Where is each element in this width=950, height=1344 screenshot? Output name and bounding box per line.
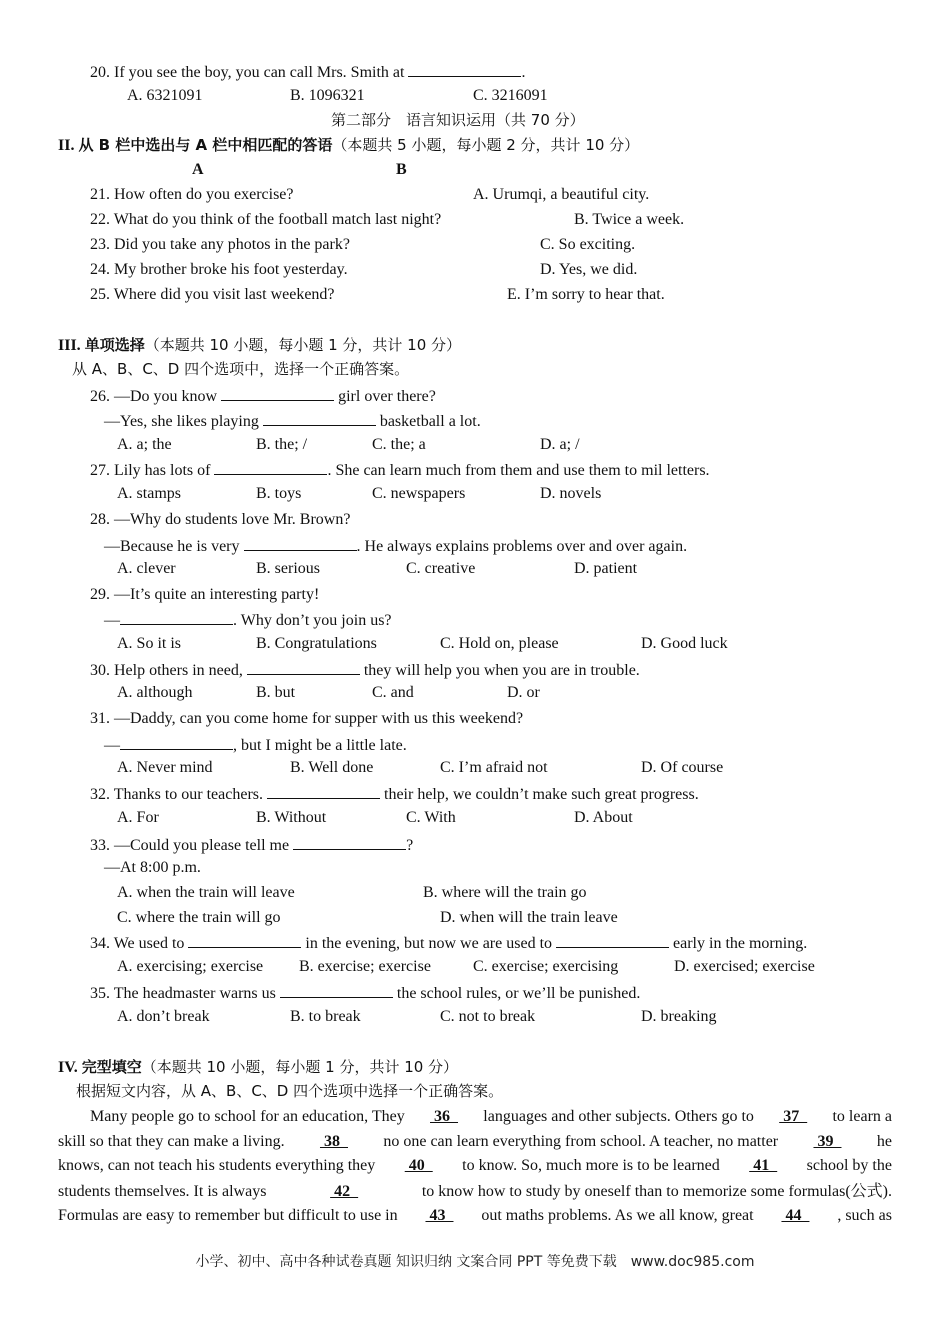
q27-option-d: D. novels: [540, 485, 602, 502]
q27-option-a: A. stamps: [117, 485, 181, 502]
q29-option-b: B. Congratulations: [256, 635, 377, 652]
q31-option-b: B. Well done: [290, 759, 374, 776]
cloze-blank[interactable]: 41: [749, 1157, 778, 1174]
q30-option-a: A. although: [117, 684, 193, 701]
q32-line1: 32. Thanks to our teachers. their help, we couldn’t make such great progress.: [90, 783, 699, 805]
q30-option-d: D. or: [507, 684, 540, 701]
q34-option-c: C. exercise; exercising: [473, 958, 619, 975]
answer-blank[interactable]: [214, 459, 327, 475]
answer-blank[interactable]: [293, 834, 406, 850]
passage-line: knows, can not teach his students everything they 40 to know. So, much more is to be learned 41 school by the: [58, 1157, 892, 1174]
q35-option-d: D. breaking: [641, 1008, 717, 1025]
passage-line: skill so that they can make a living. 38 no one can learn everything from school. A teacher, no matter 39 he: [58, 1133, 892, 1150]
cloze-blank[interactable]: 39: [813, 1133, 842, 1150]
q29-option-d: D. Good luck: [641, 635, 728, 652]
passage-line: Many people go to school for an education, They 36 languages and other subjects. Others go to 37 to learn a: [90, 1108, 892, 1125]
q20-option-c: C. 3216091: [473, 87, 548, 104]
q29-line1: 29. —It’s quite an interesting party!: [90, 586, 320, 603]
page-footer: 小学、初中、高中各种试卷真题 知识归纳 文案合同 PPT 等免费下载 www.doc985.com: [195, 1254, 755, 1270]
match-question: 25. Where did you visit last weekend?: [90, 286, 335, 303]
q33-line1: 33. —Could you please tell me ?: [90, 834, 413, 856]
q29-line2: — . Why don’t you join us?: [104, 609, 392, 631]
q30-option-b: B. but: [256, 684, 296, 701]
q30-option-c: C. and: [372, 684, 414, 701]
q33-option-b: B. where will the train go: [423, 884, 587, 901]
cloze-blank[interactable]: 36: [430, 1108, 459, 1125]
q29-option-a: A. So it is: [117, 635, 182, 652]
match-answer: D. Yes, we did.: [540, 261, 638, 278]
q35-option-b: B. to break: [290, 1008, 361, 1025]
q30-line1: 30. Help others in need, they will help you when you are in trouble.: [90, 659, 640, 681]
q26-option-d: D. a; /: [540, 436, 580, 453]
match-answer: C. So exciting.: [540, 236, 636, 253]
q33-option-d: D. when will the train leave: [440, 909, 618, 926]
q33-option-c: C. where the train will go: [117, 909, 281, 926]
match-question: 24. My brother broke his foot yesterday.: [90, 261, 348, 278]
q20-option-b: B. 1096321: [290, 87, 365, 104]
q27-option-c: C. newspapers: [372, 485, 466, 502]
section4-heading: IV. 完型填空（本题共 10 小题，每小题 1 分，共计 10 分）: [58, 1058, 459, 1076]
q34-line1: 34. We used to in the evening, but now we are used to early in the morning.: [90, 932, 807, 954]
q28-option-b: B. serious: [256, 560, 320, 577]
q32-option-b: B. Without: [256, 809, 327, 826]
answer-blank[interactable]: [221, 385, 334, 401]
section2-heading: II. 从 B 栏中选出与 A 栏中相匹配的答语（本题共 5 小题，每小题 2 分，共计 10 分）: [58, 136, 640, 154]
q27-line1: 27. Lily has lots of . She can learn much from them and use them to mil letters.: [90, 459, 710, 481]
q32-option-d: D. About: [574, 809, 633, 826]
q28-option-a: A. clever: [117, 560, 176, 577]
match-answer: E. I’m sorry to hear that.: [507, 286, 665, 303]
q28-line2: —Because he is very . He always explains problems over and over again.: [104, 535, 687, 557]
q26-option-c: C. the; a: [372, 436, 426, 453]
q27-option-b: B. toys: [256, 485, 302, 502]
passage-line: Formulas are easy to remember but difficult to use in 43 out maths problems. As we all know, great 44 , such as: [58, 1207, 892, 1224]
column-b-label: B: [396, 161, 407, 178]
q35-line1: 35. The headmaster warns us the school rules, or we’ll be punished.: [90, 982, 640, 1004]
section4-instructions: 根据短文内容，从 A、B、C、D 四个选项中选择一个正确答案。: [76, 1082, 504, 1100]
answer-blank[interactable]: [263, 410, 376, 426]
answer-blank[interactable]: [556, 932, 669, 948]
answer-blank[interactable]: [120, 734, 233, 750]
q33-option-a: A. when the train will leave: [117, 884, 295, 901]
q20-option-a: A. 6321091: [127, 87, 203, 104]
passage-line: students themselves. It is always 42 to know how to study by oneself than to memorize some formulas(公式).: [58, 1183, 892, 1200]
answer-blank[interactable]: [408, 61, 521, 77]
cloze-blank[interactable]: 43: [425, 1207, 454, 1224]
match-question: 22. What do you think of the football match last night?: [90, 211, 442, 228]
cloze-blank[interactable]: 40: [404, 1157, 433, 1174]
q31-line1: 31. —Daddy, can you come home for supper with us this weekend?: [90, 710, 524, 727]
match-answer: A. Urumqi, a beautiful city.: [473, 186, 650, 203]
answer-blank[interactable]: [280, 982, 393, 998]
q26-option-b: B. the; /: [256, 436, 308, 453]
part2-title: 第二部分 语言知识运用（共 70 分）: [331, 111, 585, 129]
section3-heading: III. 单项选择（本题共 10 小题，每小题 1 分，共计 10 分）: [58, 336, 462, 354]
answer-blank[interactable]: [244, 535, 357, 551]
q26-line2: —Yes, she likes playing basketball a lot.: [104, 410, 481, 432]
match-answer: B. Twice a week.: [574, 211, 685, 228]
q31-line2: — , but I might be a little late.: [104, 734, 407, 756]
q31-option-c: C. I’m afraid not: [440, 759, 548, 776]
match-question: 21. How often do you exercise?: [90, 186, 294, 203]
q28-option-d: D. patient: [574, 560, 638, 577]
q28-option-c: C. creative: [406, 560, 476, 577]
q34-option-a: A. exercising; exercise: [117, 958, 264, 975]
q20-stem: 20. If you see the boy, you can call Mrs. Smith at .: [90, 61, 525, 83]
section3-instructions: 从 A、B、C、D 四个选项中，选择一个正确答案。: [72, 360, 410, 378]
q31-option-d: D. Of course: [641, 759, 724, 776]
q35-option-a: A. don’t break: [117, 1008, 210, 1025]
cloze-blank[interactable]: 38: [319, 1133, 348, 1150]
q33-line2: —At 8:00 p.m.: [104, 859, 201, 876]
cloze-blank[interactable]: 44: [781, 1207, 810, 1224]
q34-option-b: B. exercise; exercise: [299, 958, 431, 975]
match-question: 23. Did you take any photos in the park?: [90, 236, 350, 253]
q26-option-a: A. a; the: [117, 436, 172, 453]
answer-blank[interactable]: [267, 783, 380, 799]
q26-line1: 26. —Do you know girl over there?: [90, 385, 436, 407]
answer-blank[interactable]: [120, 609, 233, 625]
cloze-blank[interactable]: 42: [330, 1183, 359, 1200]
q35-option-c: C. not to break: [440, 1008, 536, 1025]
q28-line1: 28. —Why do students love Mr. Brown?: [90, 511, 351, 528]
cloze-blank[interactable]: 37: [779, 1108, 808, 1125]
column-a-label: A: [192, 161, 204, 178]
q32-option-c: C. With: [406, 809, 456, 826]
q29-option-c: C. Hold on, please: [440, 635, 559, 652]
q31-option-a: A. Never mind: [117, 759, 213, 776]
answer-blank[interactable]: [247, 659, 360, 675]
answer-blank[interactable]: [188, 932, 301, 948]
q34-option-d: D. exercised; exercise: [674, 958, 815, 975]
q32-option-a: A. For: [117, 809, 159, 826]
